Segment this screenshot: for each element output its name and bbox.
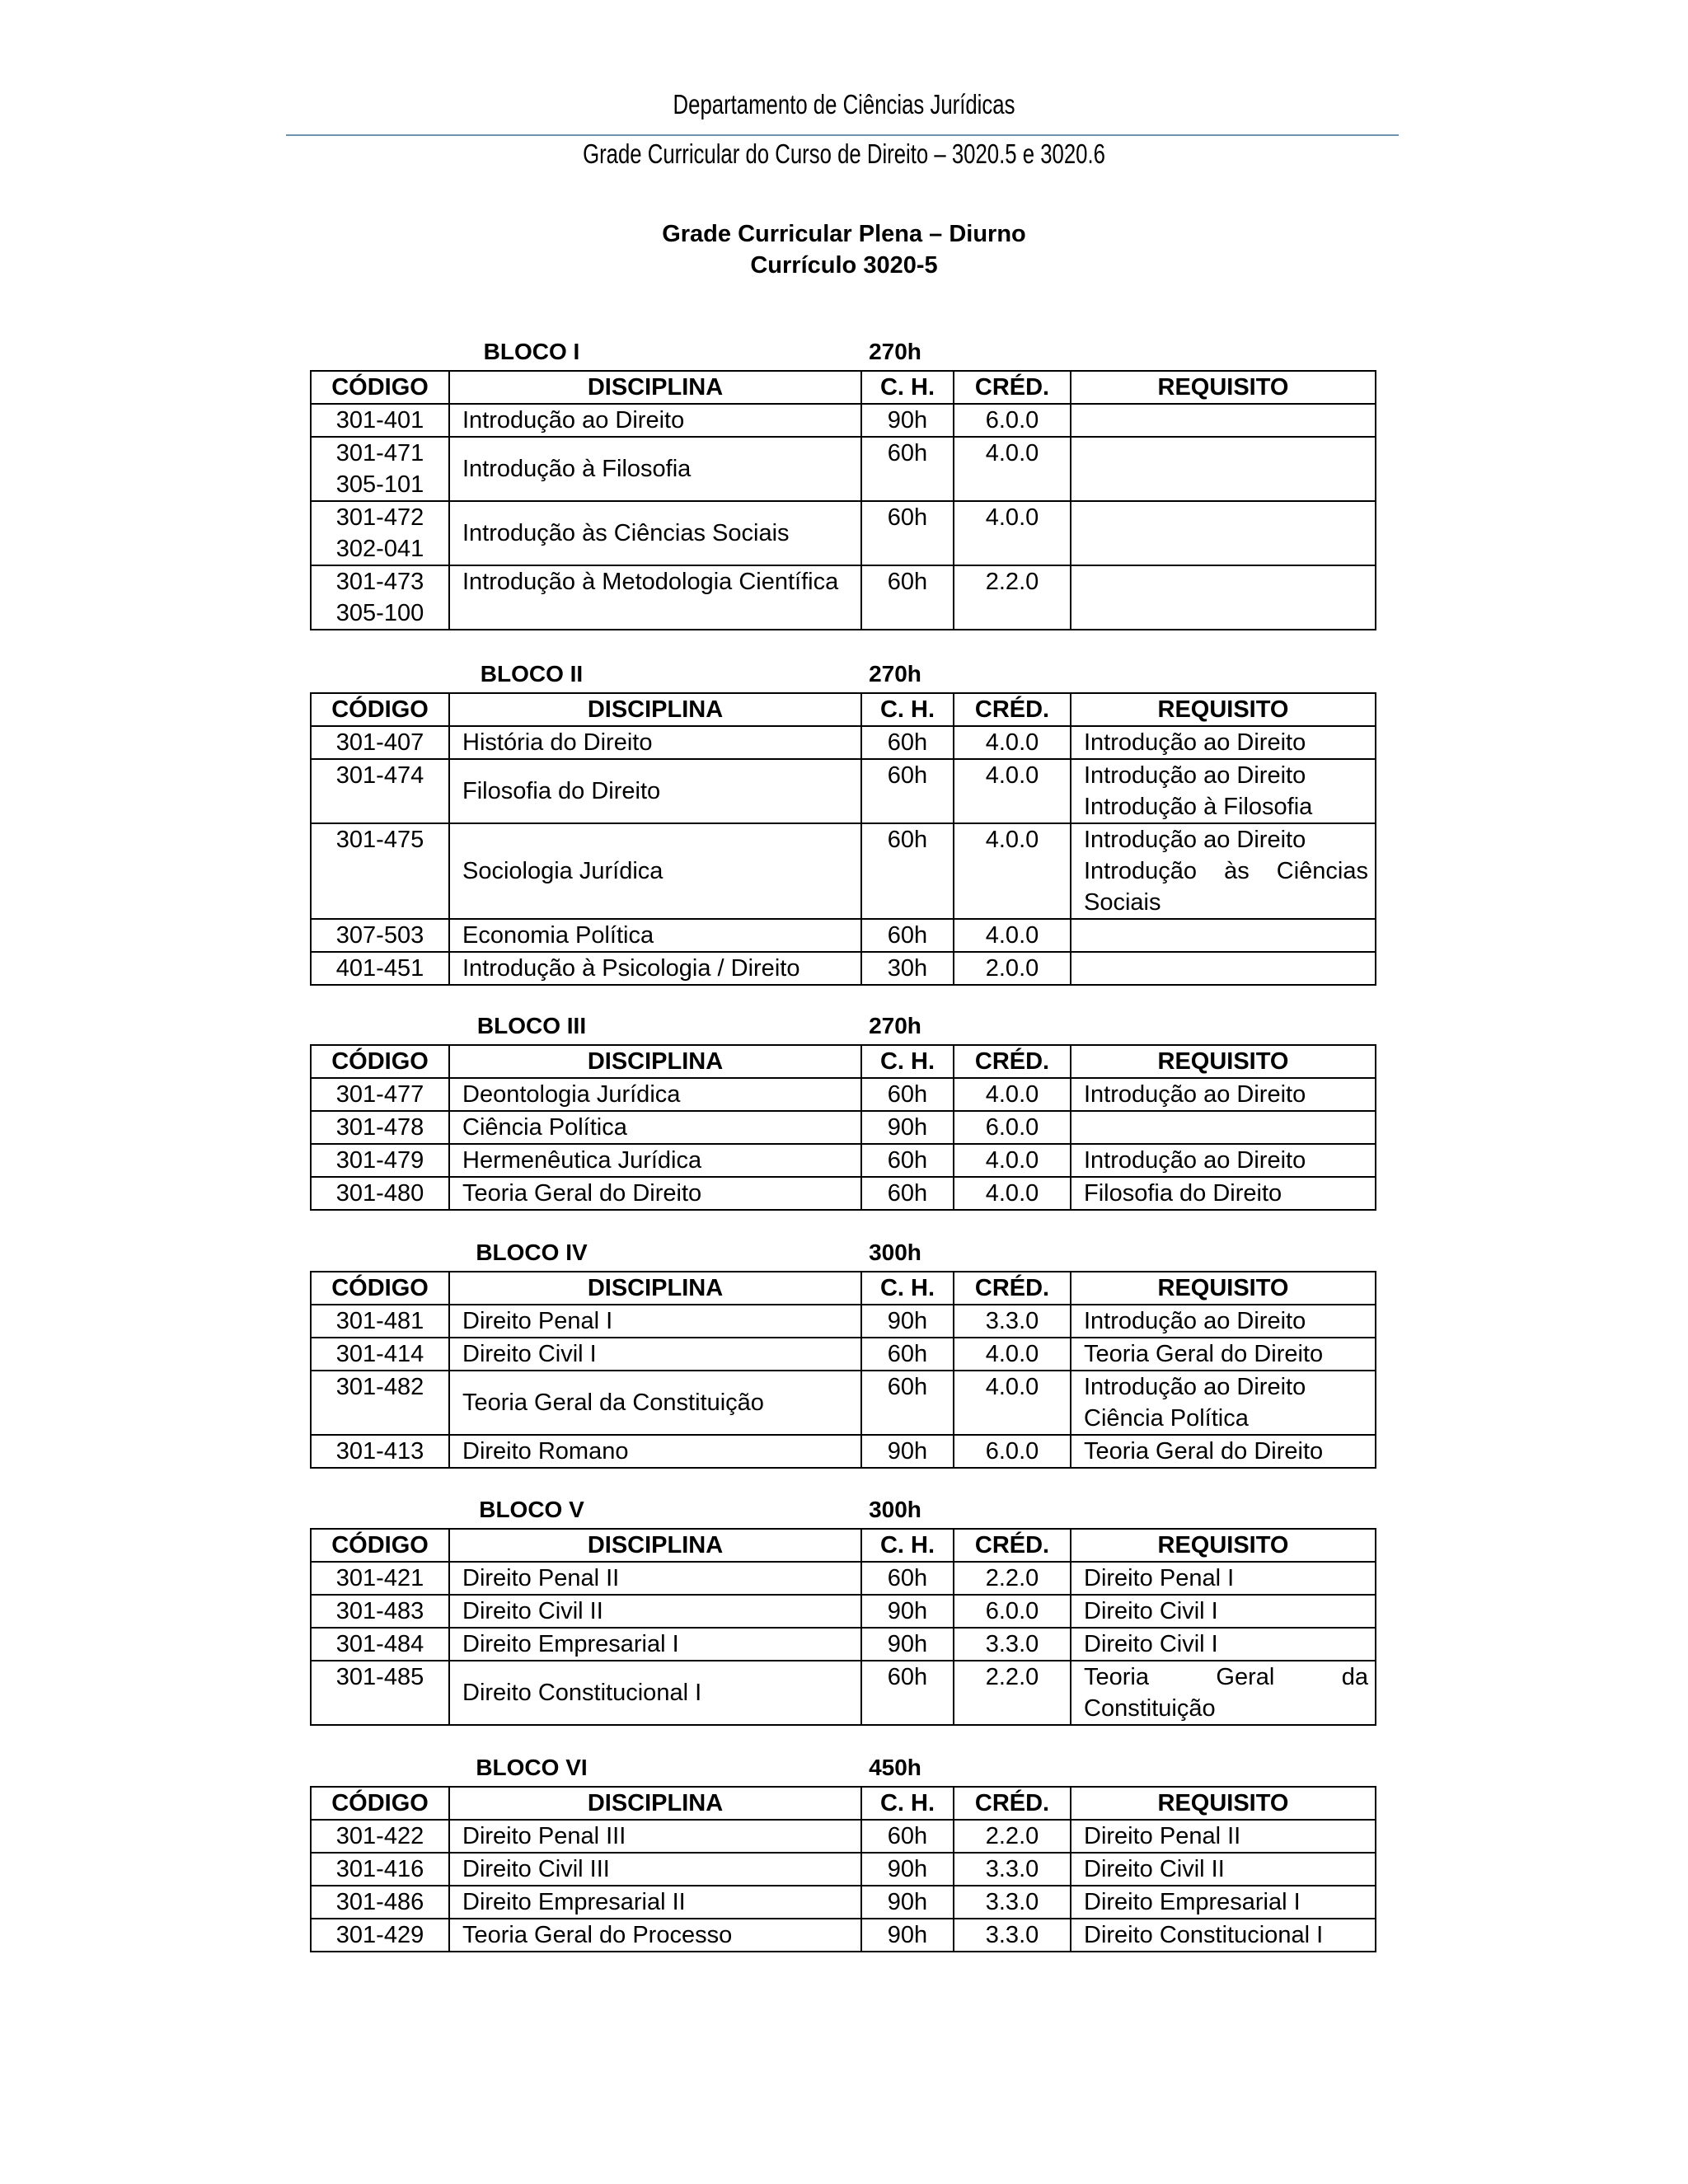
column-header-cred: CRÉD. — [954, 693, 1071, 726]
course-code: 301-407 — [335, 729, 424, 756]
requirements-cell — [1071, 1595, 1376, 1628]
discipline-name: Introdução à Metodologia Científica — [449, 565, 861, 630]
course-code-cell — [311, 1820, 449, 1853]
course-code: 301-471 — [335, 440, 424, 466]
course-code: 301-421 — [335, 1565, 424, 1591]
course-code-cell — [311, 1338, 449, 1371]
workload-hours: 60h — [861, 726, 954, 759]
course-code: 305-100 — [335, 600, 424, 626]
document-title — [0, 218, 1688, 281]
credits: 4.0.0 — [954, 437, 1071, 501]
workload-hours: 60h — [861, 1078, 954, 1111]
block-header — [310, 1238, 1375, 1271]
course-code: 301-485 — [335, 1664, 424, 1690]
requirements-cell — [1071, 1853, 1376, 1886]
column-header-ch: C. H. — [861, 1529, 954, 1562]
credits: 3.3.0 — [954, 1305, 1071, 1338]
workload-hours: 90h — [861, 1111, 954, 1144]
table-row — [311, 1435, 1376, 1468]
course-code: 301-474 — [335, 762, 424, 789]
requirements-cell — [1071, 1628, 1376, 1661]
discipline-name: Direito Constitucional I — [449, 1661, 861, 1725]
workload-hours: 90h — [861, 1305, 954, 1338]
credits: 3.3.0 — [954, 1919, 1071, 1952]
credits: 6.0.0 — [954, 1111, 1071, 1144]
course-code-cell — [311, 1595, 449, 1628]
course-code-cell — [311, 1435, 449, 1468]
title-line-1: Grade Curricular Plena – Diurno — [662, 221, 1026, 247]
column-header-ch: C. H. — [861, 1272, 954, 1305]
requirements-cell — [1071, 1144, 1376, 1177]
block-name: BLOCO V — [479, 1497, 584, 1522]
credits: 6.0.0 — [954, 404, 1071, 437]
column-header-ch: C. H. — [861, 1787, 954, 1820]
requirements-cell — [1071, 1661, 1376, 1725]
column-header-disciplina: DISCIPLINA — [449, 1272, 861, 1305]
block-header — [310, 337, 1375, 370]
table-row — [311, 1111, 1376, 1144]
credits: 4.0.0 — [954, 501, 1071, 565]
workload-hours: 90h — [861, 1435, 954, 1468]
discipline-name: Direito Empresarial II — [449, 1886, 861, 1919]
course-code: 307-503 — [335, 922, 424, 949]
course-code-cell — [311, 759, 449, 823]
credits: 4.0.0 — [954, 1144, 1071, 1177]
block-name: BLOCO III — [476, 1013, 587, 1038]
requirement: Introdução ao Direito — [1084, 1374, 1306, 1400]
block-hours: 270h — [869, 1013, 921, 1038]
table-row — [311, 437, 1376, 501]
column-header-disciplina: DISCIPLINA — [449, 1787, 861, 1820]
table-row — [311, 952, 1376, 985]
workload-hours: 60h — [861, 1338, 954, 1371]
table-header-row — [311, 371, 1376, 404]
discipline-name: Economia Política — [449, 919, 861, 952]
block-table — [310, 692, 1376, 986]
block-hours: 300h — [869, 1497, 921, 1522]
requirements-cell — [1071, 1078, 1376, 1111]
block-header — [310, 1495, 1375, 1528]
credits: 6.0.0 — [954, 1435, 1071, 1468]
curriculum-block — [310, 1495, 1375, 1726]
discipline-name: Direito Penal III — [449, 1820, 861, 1853]
table-row — [311, 565, 1376, 630]
course-code: 301-416 — [335, 1856, 424, 1882]
table-row — [311, 1562, 1376, 1595]
column-header-codigo: CÓDIGO — [311, 693, 449, 726]
requirement: Teoria Geral do Direito — [1084, 1438, 1324, 1465]
requirements-cell — [1071, 759, 1376, 823]
discipline-name: Filosofia do Direito — [449, 759, 861, 823]
column-header-cred: CRÉD. — [954, 1529, 1071, 1562]
table-row — [311, 759, 1376, 823]
table-row — [311, 1820, 1376, 1853]
course-code-cell — [311, 1111, 449, 1144]
credits: 4.0.0 — [954, 1338, 1071, 1371]
course-code-cell — [311, 1853, 449, 1886]
table-row — [311, 1919, 1376, 1952]
requirement: Direito Constitucional I — [1084, 1922, 1324, 1948]
course-code-cell — [311, 1371, 449, 1435]
course-code-cell — [311, 823, 449, 919]
curriculum-block — [310, 1011, 1375, 1211]
table-row — [311, 726, 1376, 759]
requirements-cell — [1071, 1338, 1376, 1371]
course-code: 301-472 — [335, 504, 424, 531]
block-hours: 270h — [869, 661, 921, 687]
workload-hours: 90h — [861, 1886, 954, 1919]
course-code: 301-401 — [335, 407, 424, 434]
column-header-requisito: REQUISITO — [1071, 1529, 1376, 1562]
workload-hours: 60h — [861, 565, 954, 630]
workload-hours: 60h — [861, 437, 954, 501]
course-code-cell — [311, 726, 449, 759]
workload-hours: 60h — [861, 1144, 954, 1177]
requirements-cell — [1071, 404, 1376, 437]
course-code-cell — [311, 437, 449, 501]
credits: 2.2.0 — [954, 1562, 1071, 1595]
workload-hours: 60h — [861, 1661, 954, 1725]
course-code-cell — [311, 919, 449, 952]
table-row — [311, 1305, 1376, 1338]
requirements-cell — [1071, 1919, 1376, 1952]
block-table — [310, 1528, 1376, 1726]
requirements-cell — [1071, 1435, 1376, 1468]
table-row — [311, 1371, 1376, 1435]
course-code-cell — [311, 565, 449, 630]
credits: 4.0.0 — [954, 726, 1071, 759]
discipline-name: Direito Empresarial I — [449, 1628, 861, 1661]
column-header-ch: C. H. — [861, 371, 954, 404]
requirement: Introdução às Ciências Sociais — [1084, 858, 1368, 916]
workload-hours: 60h — [861, 1562, 954, 1595]
table-row — [311, 1886, 1376, 1919]
column-header-cred: CRÉD. — [954, 1045, 1071, 1078]
column-header-cred: CRÉD. — [954, 371, 1071, 404]
column-header-codigo: CÓDIGO — [311, 371, 449, 404]
discipline-name: Introdução ao Direito — [449, 404, 861, 437]
requirement: Direito Civil I — [1084, 1631, 1218, 1657]
requirements-cell — [1071, 1371, 1376, 1435]
block-header — [310, 1753, 1375, 1786]
column-header-disciplina: DISCIPLINA — [449, 371, 861, 404]
discipline-name: Sociologia Jurídica — [449, 823, 861, 919]
requirement: Filosofia do Direito — [1084, 1180, 1282, 1207]
requirement: Teoria Geral do Direito — [1084, 1341, 1324, 1367]
requirement: Direito Penal I — [1084, 1565, 1235, 1591]
table-row — [311, 919, 1376, 952]
credits: 4.0.0 — [954, 759, 1071, 823]
credits: 3.3.0 — [954, 1886, 1071, 1919]
credits: 4.0.0 — [954, 823, 1071, 919]
block-hours: 450h — [869, 1755, 921, 1780]
workload-hours: 90h — [861, 1628, 954, 1661]
discipline-name: Direito Civil III — [449, 1853, 861, 1886]
discipline-name: Hermenêutica Jurídica — [449, 1144, 861, 1177]
column-header-disciplina: DISCIPLINA — [449, 693, 861, 726]
block-table — [310, 1044, 1376, 1211]
block-header — [310, 659, 1375, 692]
block-header — [310, 1011, 1375, 1044]
column-header-requisito: REQUISITO — [1071, 1045, 1376, 1078]
discipline-name: Direito Civil I — [449, 1338, 861, 1371]
block-table — [310, 1786, 1376, 1952]
table-header-row — [311, 693, 1376, 726]
requirements-cell — [1071, 1562, 1376, 1595]
requirement: Introdução ao Direito — [1084, 1308, 1306, 1334]
course-code: 301-422 — [335, 1823, 424, 1849]
table-header-row — [311, 1787, 1376, 1820]
credits: 2.0.0 — [954, 952, 1071, 985]
course-code-cell — [311, 1078, 449, 1111]
column-header-cred: CRÉD. — [954, 1272, 1071, 1305]
block-table — [310, 1271, 1376, 1469]
credits: 2.2.0 — [954, 1661, 1071, 1725]
table-row — [311, 823, 1376, 919]
column-header-cred: CRÉD. — [954, 1787, 1071, 1820]
credits: 2.2.0 — [954, 1820, 1071, 1853]
column-header-requisito: REQUISITO — [1071, 371, 1376, 404]
credits: 2.2.0 — [954, 565, 1071, 630]
requirement: Introdução ao Direito — [1084, 729, 1306, 756]
requirements-cell — [1071, 1820, 1376, 1853]
workload-hours: 90h — [861, 1853, 954, 1886]
block-table — [310, 370, 1376, 630]
course-code-cell — [311, 1886, 449, 1919]
requirement: Direito Penal II — [1084, 1823, 1241, 1849]
title-line-2: Currículo 3020-5 — [750, 252, 938, 279]
discipline-name: Direito Romano — [449, 1435, 861, 1468]
workload-hours: 30h — [861, 952, 954, 985]
table-row — [311, 1078, 1376, 1111]
discipline-name: Introdução à Filosofia — [449, 437, 861, 501]
requirement: Introdução ao Direito — [1084, 1081, 1306, 1108]
course-code: 301-413 — [335, 1438, 424, 1465]
table-row — [311, 1595, 1376, 1628]
course-code-cell — [311, 501, 449, 565]
course-code: 302-041 — [335, 536, 424, 562]
discipline-name: Direito Civil II — [449, 1595, 861, 1628]
course-grade-subtitle: Grade Curricular do Curso de Direito – 3020.5 e 3020.6 — [583, 138, 1105, 169]
course-code: 301-484 — [335, 1631, 424, 1657]
course-code: 301-475 — [335, 827, 424, 853]
column-header-requisito: REQUISITO — [1071, 1787, 1376, 1820]
block-name: BLOCO IV — [476, 1240, 588, 1265]
curriculum-block — [310, 1238, 1375, 1469]
course-code: 305-101 — [335, 471, 424, 498]
credits: 4.0.0 — [954, 1371, 1071, 1435]
requirement: Introdução ao Direito — [1084, 762, 1306, 789]
table-row — [311, 1853, 1376, 1886]
course-code-cell — [311, 1562, 449, 1595]
requirements-cell — [1071, 1305, 1376, 1338]
requirements-cell — [1071, 1886, 1376, 1919]
workload-hours: 90h — [861, 404, 954, 437]
credits: 4.0.0 — [954, 919, 1071, 952]
course-code: 301-486 — [335, 1889, 424, 1915]
block-name: BLOCO VI — [476, 1755, 588, 1780]
workload-hours: 60h — [861, 501, 954, 565]
course-code: 301-481 — [335, 1308, 424, 1334]
course-code: 301-414 — [335, 1341, 424, 1367]
column-header-disciplina: DISCIPLINA — [449, 1045, 861, 1078]
table-header-row — [311, 1529, 1376, 1562]
course-code: 301-478 — [335, 1114, 424, 1141]
credits: 4.0.0 — [954, 1078, 1071, 1111]
column-header-ch: C. H. — [861, 1045, 954, 1078]
block-hours: 270h — [869, 339, 921, 364]
course-code-cell — [311, 1305, 449, 1338]
course-code: 301-482 — [335, 1374, 424, 1400]
table-row — [311, 501, 1376, 565]
table-row — [311, 404, 1376, 437]
workload-hours: 60h — [861, 1820, 954, 1853]
requirements-cell — [1071, 726, 1376, 759]
course-code: 301-477 — [335, 1081, 424, 1108]
column-header-disciplina: DISCIPLINA — [449, 1529, 861, 1562]
curriculum-block — [310, 659, 1375, 986]
course-code: 301-479 — [335, 1147, 424, 1174]
department-name: Departamento de Ciências Jurídicas — [673, 89, 1015, 120]
discipline-name: História do Direito — [449, 726, 861, 759]
requirements-cell — [1071, 501, 1376, 565]
block-name: BLOCO I — [483, 339, 580, 364]
course-code: 301-429 — [335, 1922, 424, 1948]
workload-hours: 90h — [861, 1919, 954, 1952]
course-code-cell — [311, 1628, 449, 1661]
requirements-cell — [1071, 1111, 1376, 1144]
table-row — [311, 1177, 1376, 1210]
curriculum-block — [310, 1753, 1375, 1952]
curriculum-block — [310, 337, 1375, 630]
workload-hours: 60h — [861, 919, 954, 952]
requirements-cell — [1071, 1177, 1376, 1210]
requirement: Introdução ao Direito — [1084, 827, 1306, 853]
credits: 4.0.0 — [954, 1177, 1071, 1210]
table-header-row — [311, 1272, 1376, 1305]
discipline-name: Deontologia Jurídica — [449, 1078, 861, 1111]
course-code: 401-451 — [335, 955, 424, 982]
requirement: Teoria Geral da Constituição — [1084, 1664, 1368, 1722]
column-header-codigo: CÓDIGO — [311, 1272, 449, 1305]
table-row — [311, 1628, 1376, 1661]
column-header-requisito: REQUISITO — [1071, 693, 1376, 726]
course-code: 301-480 — [335, 1180, 424, 1207]
course-code: 301-473 — [335, 569, 424, 595]
column-header-codigo: CÓDIGO — [311, 1045, 449, 1078]
requirement: Ciência Política — [1084, 1405, 1249, 1432]
column-header-requisito: REQUISITO — [1071, 1272, 1376, 1305]
credits: 3.3.0 — [954, 1628, 1071, 1661]
requirement: Direito Civil II — [1084, 1856, 1225, 1882]
discipline-name: Introdução à Psicologia / Direito — [449, 952, 861, 985]
column-header-codigo: CÓDIGO — [311, 1529, 449, 1562]
discipline-name: Ciência Política — [449, 1111, 861, 1144]
workload-hours: 60h — [861, 1177, 954, 1210]
credits: 3.3.0 — [954, 1853, 1071, 1886]
column-header-codigo: CÓDIGO — [311, 1787, 449, 1820]
workload-hours: 90h — [861, 1595, 954, 1628]
block-name: BLOCO II — [480, 661, 584, 687]
block-hours: 300h — [869, 1240, 921, 1265]
discipline-name: Teoria Geral do Processo — [449, 1919, 861, 1952]
course-code-cell — [311, 1919, 449, 1952]
table-row — [311, 1144, 1376, 1177]
requirement: Direito Empresarial I — [1084, 1889, 1301, 1915]
workload-hours: 60h — [861, 823, 954, 919]
discipline-name: Direito Penal I — [449, 1305, 861, 1338]
requirements-cell — [1071, 919, 1376, 952]
course-code-cell — [311, 404, 449, 437]
discipline-name: Introdução às Ciências Sociais — [449, 501, 861, 565]
discipline-name: Teoria Geral do Direito — [449, 1177, 861, 1210]
course-code: 301-483 — [335, 1598, 424, 1624]
header-divider — [286, 134, 1399, 136]
workload-hours: 60h — [861, 759, 954, 823]
requirements-cell — [1071, 437, 1376, 501]
workload-hours: 60h — [861, 1371, 954, 1435]
course-code-cell — [311, 1661, 449, 1725]
table-row — [311, 1338, 1376, 1371]
requirement: Introdução ao Direito — [1084, 1147, 1306, 1174]
requirements-cell — [1071, 952, 1376, 985]
requirements-cell — [1071, 565, 1376, 630]
discipline-name: Direito Penal II — [449, 1562, 861, 1595]
discipline-name: Teoria Geral da Constituição — [449, 1371, 861, 1435]
requirement: Direito Civil I — [1084, 1598, 1218, 1624]
table-row — [311, 1661, 1376, 1725]
table-header-row — [311, 1045, 1376, 1078]
credits: 6.0.0 — [954, 1595, 1071, 1628]
course-code-cell — [311, 1144, 449, 1177]
course-code-cell — [311, 1177, 449, 1210]
column-header-ch: C. H. — [861, 693, 954, 726]
requirements-cell — [1071, 823, 1376, 919]
requirement: Introdução à Filosofia — [1084, 794, 1313, 820]
course-code-cell — [311, 952, 449, 985]
